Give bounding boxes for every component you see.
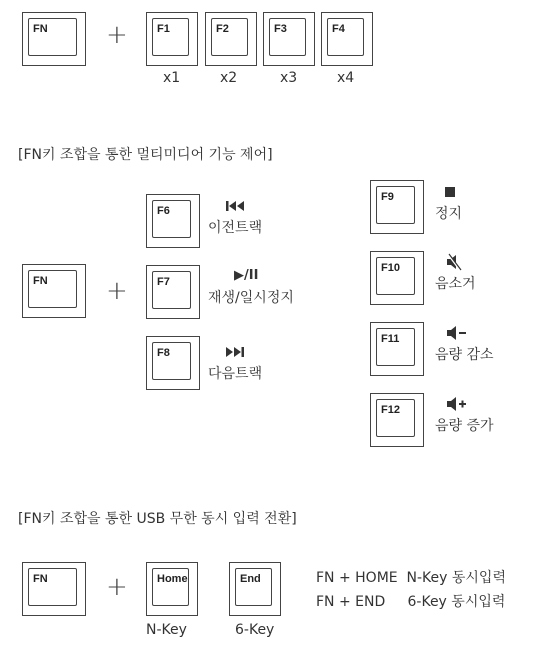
f4-multiplier: x4 <box>337 70 355 86</box>
play-pause-icon: ▶/II <box>234 268 259 283</box>
f6-key <box>146 194 200 248</box>
home-key-label: Home <box>157 573 188 585</box>
fn-key-label: FN <box>33 23 48 35</box>
f12-key <box>370 393 424 447</box>
n-key-label: N-Key <box>146 622 187 638</box>
f2-multiplier: x2 <box>220 70 238 86</box>
f3-multiplier: x3 <box>280 70 298 86</box>
fn-key-label: FN <box>33 275 48 287</box>
f2-key-label: F2 <box>216 23 229 35</box>
f7-key <box>146 265 200 319</box>
f2-key <box>205 12 257 66</box>
f1-multiplier: x1 <box>163 70 181 86</box>
f7-key-label: F7 <box>157 276 170 288</box>
f6-key-label: F6 <box>157 205 170 217</box>
f3-key-label: F3 <box>274 23 287 35</box>
f8-key <box>146 336 200 390</box>
stop-label: 정지 <box>435 206 463 222</box>
f10-key-label: F10 <box>381 262 400 274</box>
end-key <box>229 562 281 616</box>
previous-track-icon <box>225 200 245 212</box>
f9-key-label: F9 <box>381 191 394 203</box>
f12-key-label: F12 <box>381 404 400 416</box>
end-key-label: End <box>240 573 261 585</box>
fn-key-usb <box>22 562 86 616</box>
f11-key <box>370 322 424 376</box>
f8-key-label: F8 <box>157 347 170 359</box>
fn-key-label: FN <box>33 573 48 585</box>
f4-key-label: F4 <box>332 23 345 35</box>
6-key-label: 6-Key <box>235 622 275 638</box>
volume-down-label: 음량 감소 <box>435 347 494 363</box>
f1-key-label: F1 <box>157 23 170 35</box>
fn-end-description: FN + END 6-Key 동시입력 <box>316 594 506 610</box>
f4-key <box>321 12 373 66</box>
home-key <box>146 562 198 616</box>
f10-key <box>370 251 424 305</box>
stop-icon <box>444 186 456 198</box>
play-pause-label: 재생/일시정지 <box>208 290 294 306</box>
plus-sign: + <box>106 276 128 306</box>
f11-key-label: F11 <box>381 333 400 345</box>
mute-label: 음소거 <box>435 276 476 292</box>
fn-home-description: FN + HOME N-Key 동시입력 <box>316 570 506 586</box>
volume-down-icon <box>446 325 468 341</box>
plus-sign: + <box>106 20 128 50</box>
plus-sign: + <box>106 572 128 602</box>
previous-track-label: 이전트랙 <box>208 220 263 236</box>
f3-key <box>263 12 315 66</box>
next-track-icon <box>225 346 245 358</box>
mute-icon <box>446 253 462 271</box>
multimedia-section-title: [FN키 조합을 통한 멀티미디어 기능 제어] <box>18 147 273 163</box>
next-track-label: 다음트랙 <box>208 366 263 382</box>
usb-section-title: [FN키 조합을 통한 USB 무한 동시 입력 전환] <box>18 511 297 527</box>
fn-key-multimedia <box>22 264 86 318</box>
volume-up-label: 음량 증가 <box>435 418 494 434</box>
volume-up-icon <box>446 396 468 412</box>
f9-key <box>370 180 424 234</box>
f1-key <box>146 12 198 66</box>
fn-key <box>22 12 86 66</box>
